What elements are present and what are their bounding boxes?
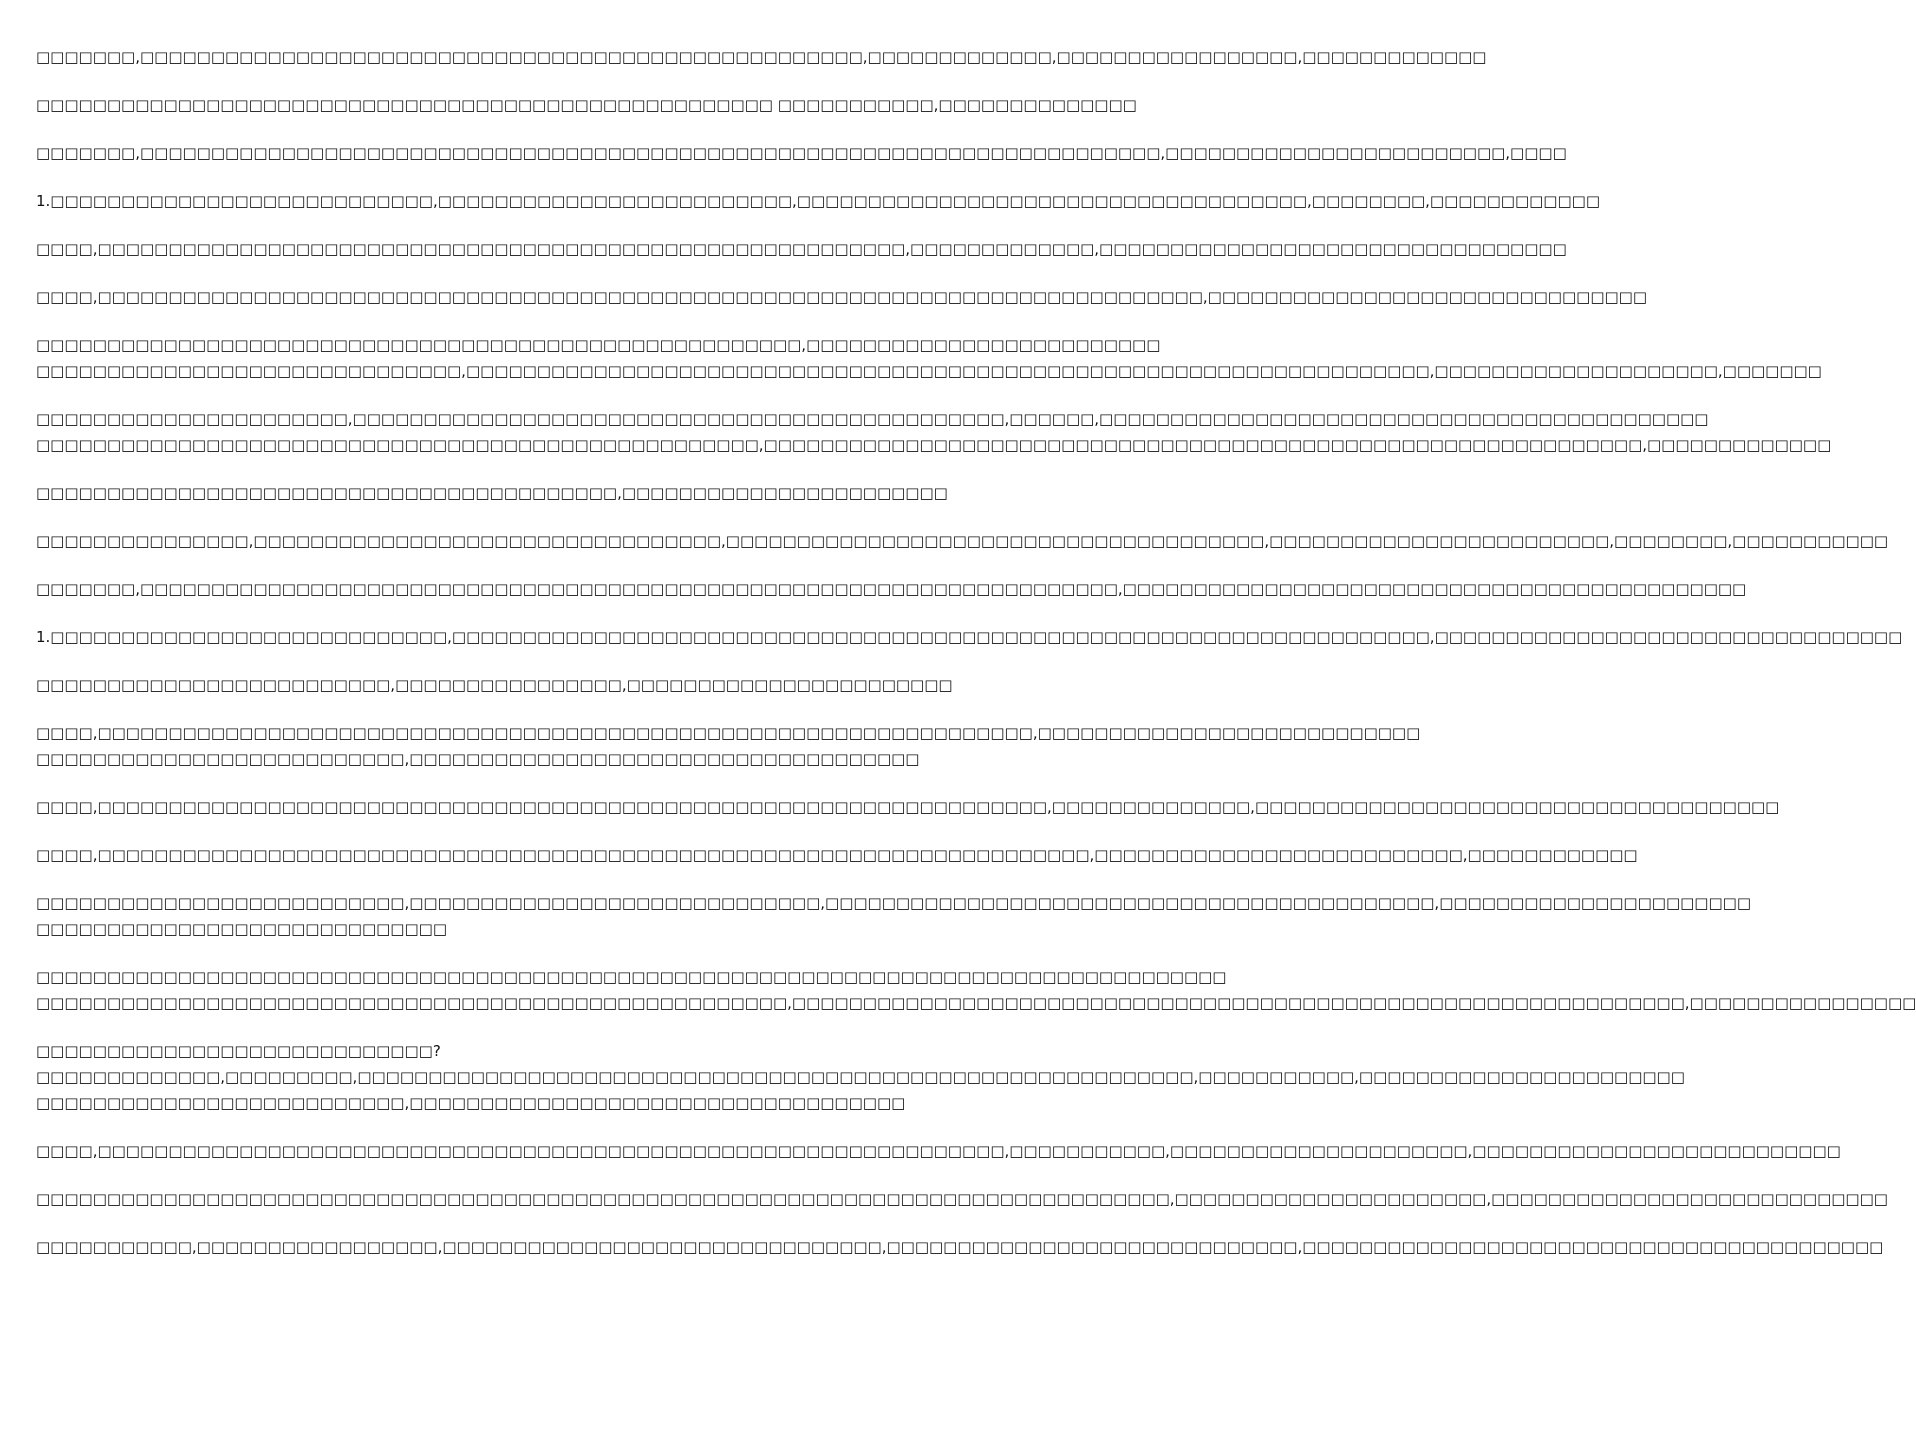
paragraph — [36, 284, 1648, 310]
text-line: □□□□□□□,□□□□□□□□□□□□□□□□□□□□□□□□□□□□□□□□□□□□□□□□□□□□□□□□□□□□□□□□□□□□□□□□□□□□□,□□□□□□□□□□□□□□□□□□□□□□□□□□□□□□□□□□□□□□□□□□□□ — [36, 580, 1747, 598]
text-line: □□□□□□□□□□□□□□□□□□□□□□□□□□,□□□□□□□□□□□□□□□□□□□□□□□□□□□□□□□□□□□□ — [36, 750, 920, 768]
text-line: □□□□,□□□□□□□□□□□□□□□□□□□□□□□□□□□□□□□□□□□□□□□□□□□□□□□□□□□□□□□□□,□□□□□□□□□□□□□,□□□□□□□□□□□□□□□□□□□□□□□□□□□□□□□□□ — [36, 240, 1567, 258]
text-line: □□□□□□□□□□□□□□□□□□□□□□□□□□□□? — [36, 1042, 441, 1060]
paragraph — [36, 528, 1889, 554]
text-line: □□□□□□□□□□□□□□□,□□□□□□□□□□□□□□□□□□□□□□□□□□□□□□□□□,□□□□□□□□□□□□□□□□□□□□□□□□□□□□□□□□□□□□□□,□□□□□□□□□□□□□□□□□□□□□□□□,□□□□□□□□,□□□□□□□□□□□ — [36, 532, 1889, 550]
text-line: □□□□,□□□□□□□□□□□□□□□□□□□□□□□□□□□□□□□□□□□□□□□□□□□□□□□□□□□□□□□□□□□□□□□□□□□□□□□□□□□□□□,□□□□□□□□□□□□□□□□□□□□□□□□□□□□□□□ — [36, 288, 1648, 306]
text-line: □□□□□□□□□□□□□□□□□□□□□□□□□,□□□□□□□□□□□□□□□□,□□□□□□□□□□□□□□□□□□□□□□□ — [36, 676, 953, 694]
text-line: □□□□□□□□□□□□□□□□□□□□□□□□□□□□□ — [36, 920, 447, 938]
paragraph — [36, 794, 1780, 820]
paragraph — [36, 1186, 1888, 1212]
paragraph — [36, 480, 988, 506]
document-body — [36, 44, 1916, 1282]
text-line: □□□□□□□□□□□,□□□□□□□□□□□□□□□□□,□□□□□□□□□□□□□□□□□□□□□□□□□□□□□□□,□□□□□□□□□□□□□□□□□□□□□□□□□□□□□,□□□□□□□□□□□□□□□□□□□□□□□□□□□□□□□□□□□□□□□□□ — [36, 1238, 1884, 1256]
paragraph — [36, 964, 1916, 1016]
text-line: □□□□□□□,□□□□□□□□□□□□□□□□□□□□□□□□□□□□□□□□□□□□□□□□□□□□□□□□□□□,□□□□□□□□□□□□□,□□□□□□□□□□□□□□□□□,□□□□□□□□□□□□□ — [36, 48, 1487, 66]
text-line: □□□□□□□□□□□□□,□□□□□□□□□,□□□□□□□□□□□□□□□□□□□□□□□□□□□□□□□□□□□□□□□□□□□□□□□□□□□□□□□□□□□,□□□□□□□□□□□,□□□□□□□□□□□□□□□□□□□□□□□ — [36, 1068, 1685, 1086]
paragraph — [36, 624, 1903, 650]
text-line: □□□□,□□□□□□□□□□□□□□□□□□□□□□□□□□□□□□□□□□□□□□□□□□□□□□□□□□□□□□□□□□□□□□□□□□□,□□□□□□□□□□□□□□,□□□□□□□□□□□□□□□□□□□□□□□□□□□□□□□□□□□□□ — [36, 798, 1780, 816]
paragraph — [36, 890, 1751, 942]
paragraph — [36, 672, 988, 698]
text-line: □□□□,□□□□□□□□□□□□□□□□□□□□□□□□□□□□□□□□□□□□□□□□□□□□□□□□□□□□□□□□□□□□□□□□,□□□□□□□□□□□,□□□□□□□□□□□□□□□□□□□□□,□□□□□□□□□□□□□□□□□□□□□□□□□□ — [36, 1142, 1841, 1160]
paragraph — [36, 1138, 1841, 1164]
text-line: □□□□□□□,□□□□□□□□□□□□□□□□□□□□□□□□□□□□□□□□□□□□□□□□□□□□□□□□□□□□□□□□□□□□□□□□□□□□□□□□,□□□□□□□□□□□□□□□□□□□□□□□□,□□□□ — [36, 144, 1567, 162]
paragraph — [36, 236, 1567, 262]
text-line: □□□□□□□□□□□□□□□□□□□□□□□□□□□□□□,□□□□□□□□□□□□□□□□□□□□□□□□□□□□□□□□□□□□□□□□□□□□□□□□□□□□□□□□□□□□□□□□□□□□,□□□□□□□□□□□□□□□□□□□□,□□□□□□□ — [36, 362, 1822, 380]
text-line: 1.□□□□□□□□□□□□□□□□□□□□□□□□□□□,□□□□□□□□□□□□□□□□□□□□□□□□□,□□□□□□□□□□□□□□□□□□□□□□□□□□□□□□□□□□□□,□□□□□□□□,□□□□□□□□□□□□ — [36, 192, 1600, 210]
paragraph — [36, 720, 1421, 772]
text-line: □□□□□□□□□□□□□□□□□□□□□□□□□□□□□□□□□□□□□□□□□□□□□□□□□□□□ □□□□□□□□□□□,□□□□□□□□□□□□□□ — [36, 96, 1137, 114]
text-line: □□□□□□□□□□□□□□□□□□□□□□□□□□□□□□□□□□□□□□□□□□□□□□□□□□□□□□,□□□□□□□□□□□□□□□□□□□□□□□□□ — [36, 336, 1161, 354]
text-line: □□□□,□□□□□□□□□□□□□□□□□□□□□□□□□□□□□□□□□□□□□□□□□□□□□□□□□□□□□□□□□□□□□□□□□□□□□□,□□□□□□□□□□□□□□□□□□□□□□□□□□,□□□□□□□□□□□□ — [36, 846, 1638, 864]
paragraph — [36, 1234, 1884, 1260]
text-line: □□□□□□□□□□□□□□□□□□□□□□□□□□□□□□□□□□□□□□□□□□□□□□□□□□□□□,□□□□□□□□□□□□□□□□□□□□□□□□□□□□□□□□□□□□□□□□□□□□□□□□□□□□□□□□□□□□□□□,□□□□□□□□□□□□□□□□ — [36, 994, 1916, 1012]
text-line: □□□□□□□□□□□□□□□□□□□□□□□□□□,□□□□□□□□□□□□□□□□□□□□□□□□□□□□□□□□□□□ — [36, 1094, 906, 1112]
text-line: □□□□□□□□□□□□□□□□□□□□□□□□□□,□□□□□□□□□□□□□□□□□□□□□□□□□□□□□,□□□□□□□□□□□□□□□□□□□□□□□□□□□□□□□□□□□□□□□□□□□,□□□□□□□□□□□□□□□□□□□□□□ — [36, 894, 1751, 912]
text-line: □□□□,□□□□□□□□□□□□□□□□□□□□□□□□□□□□□□□□□□□□□□□□□□□□□□□□□□□□□□□□□□□□□□□□□□,□□□□□□□□□□□□□□□□□□□□□□□□□□□ — [36, 724, 1421, 742]
text-line: □□□□□□□□□□□□□□□□□□□□□□□□□□□□□□□□□□□□□□□□□□□□□□□□□□□,□□□□□□□□□□□□□□□□□□□□□□□□□□□□□□□□□□□□□□□□□□□□□□□□□□□□□□□□□□□□□□,□□□□□□□□□□□□□ — [36, 436, 1832, 454]
paragraph — [36, 92, 1137, 118]
text-line: □□□□□□□□□□□□□□□□□□□□□□□□□□□□□□□□□□□□□□□□□□□□□□□□□□□□□□□□□□□□□□□□□□□□□□□□□□□□□□□□,□□□□□□□□□□□□□□□□□□□□□□,□□□□□□□□□□□□□□□□□□□□□□□□□□□□ — [36, 1190, 1888, 1208]
text-line: □□□□□□□□□□□□□□□□□□□□□□,□□□□□□□□□□□□□□□□□□□□□□□□□□□□□□□□□□□□□□□□□□□□□□,□□□□□□,□□□□□□□□□□□□□□□□□□□□□□□□□□□□□□□□□□□□□□□□□□□ — [36, 410, 1709, 428]
paragraph — [36, 332, 1822, 384]
paragraph — [36, 1038, 1685, 1116]
paragraph — [36, 576, 1747, 602]
paragraph — [36, 406, 1832, 458]
paragraph — [36, 188, 1600, 214]
text-line: □□□□□□□□□□□□□□□□□□□□□□□□□□□□□□□□□□□□□□□□□,□□□□□□□□□□□□□□□□□□□□□□□ — [36, 484, 948, 502]
text-line: □□□□□□□□□□□□□□□□□□□□□□□□□□□□□□□□□□□□□□□□□□□□□□□□□□□□□□□□□□□□□□□□□□□□□□□□□□□□□□□□□□□□ — [36, 968, 1227, 986]
paragraph — [36, 44, 1487, 70]
paragraph — [36, 140, 1567, 166]
text-line: 1.□□□□□□□□□□□□□□□□□□□□□□□□□□□□,□□□□□□□□□□□□□□□□□□□□□□□□□□□□□□□□□□□□□□□□□□□□□□□□□□□□□□□□□□□□□□□□□□□□□,□□□□□□□□□□□□□□□□□□□□□□□□□□□□□□□□□ — [36, 628, 1903, 646]
paragraph — [36, 842, 1638, 868]
